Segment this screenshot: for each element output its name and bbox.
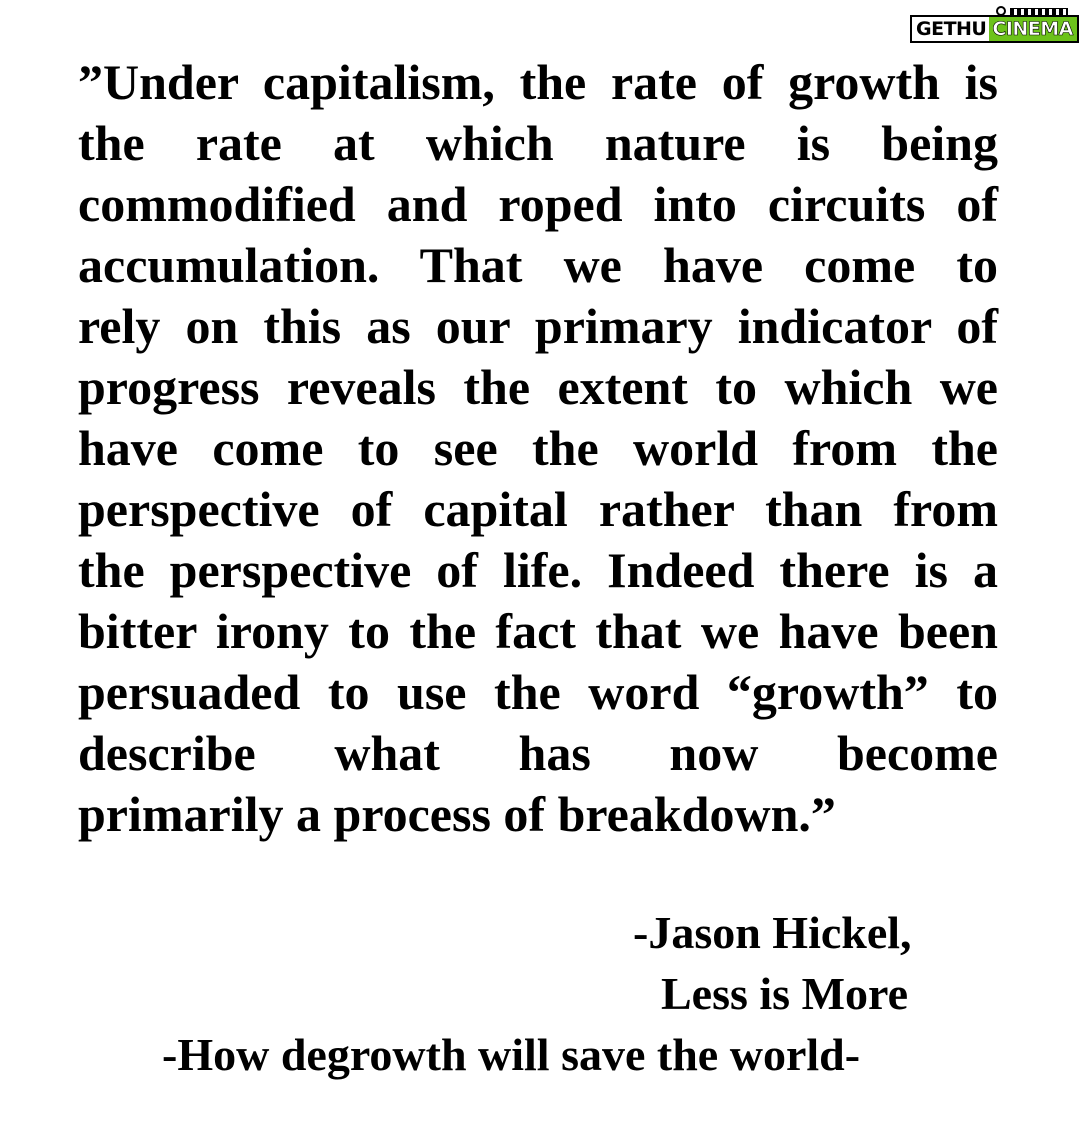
quote-line: progress reveals the extent to which we: [78, 359, 998, 415]
quote-line: describe what has now become: [78, 725, 998, 781]
quote-line: bitter irony to the fact that we have been: [78, 603, 998, 659]
book-title: Less is More: [661, 968, 909, 1019]
quote-line: the rate at which nature is being: [78, 115, 998, 171]
gethu-cinema-logo: [910, 6, 1072, 46]
quote-line: rely on this as our primary indicator of: [78, 298, 998, 354]
quote-line: the perspective of life. Indeed there is a: [78, 542, 998, 598]
quote-line: persuaded to use the word “growth” to: [78, 664, 998, 720]
logo-text-cinema: CINEMA: [989, 17, 1077, 41]
quote-text: [78, 52, 998, 845]
quote-author: -Jason Hickel,: [633, 907, 912, 958]
logo-text-gethu: GETHU: [912, 17, 989, 41]
book-subtitle: -How degrowth will save the world-: [162, 1029, 861, 1080]
logo-wordmark: [910, 15, 1079, 43]
quote-line: primarily a process of breakdown.”: [78, 786, 836, 842]
quote-line: accumulation. That we have come to: [78, 237, 998, 293]
quote-line: commodified and roped into circuits of: [78, 176, 998, 232]
quote-line: have come to see the world from the: [78, 420, 998, 476]
quote-line: ”Under capitalism, the rate of growth is: [78, 54, 998, 110]
quote-line: perspective of capital rather than from: [78, 481, 998, 537]
